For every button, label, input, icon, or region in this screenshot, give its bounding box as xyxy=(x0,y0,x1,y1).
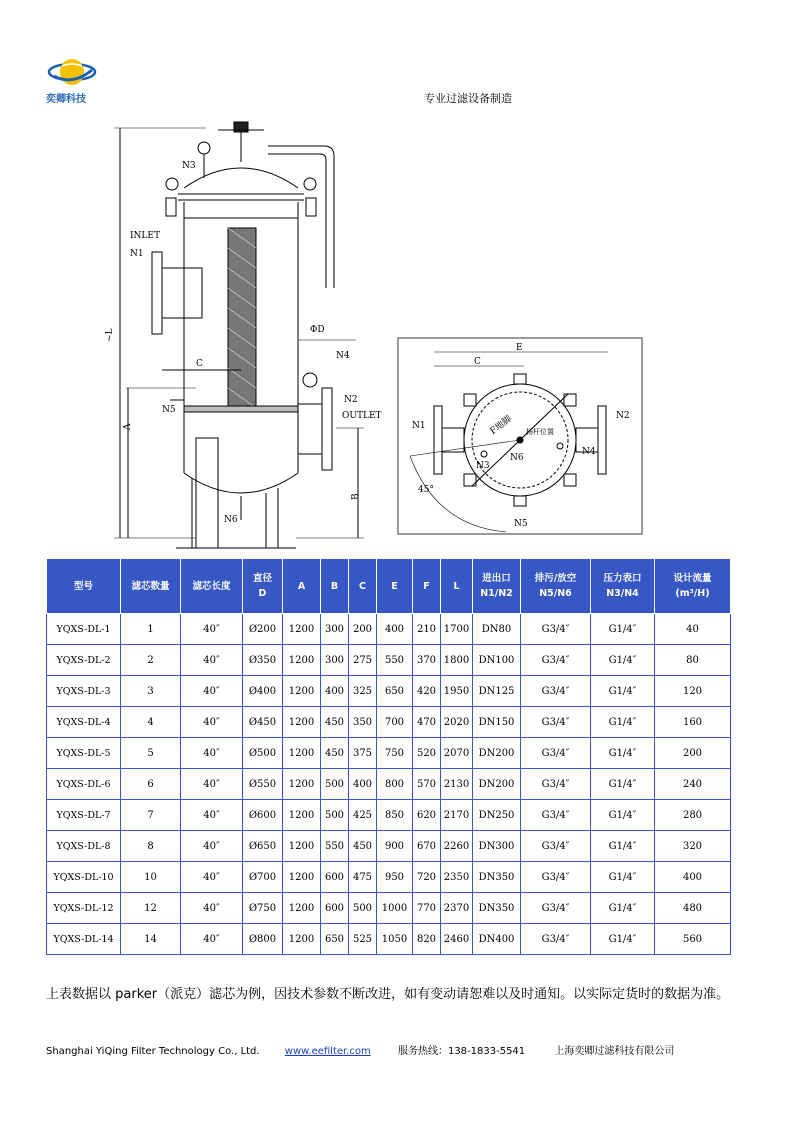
table-cell: G3/4″ xyxy=(521,707,591,738)
table-cell: Ø350 xyxy=(243,645,283,676)
table-cell: G3/4″ xyxy=(521,924,591,955)
table-cell: 570 xyxy=(413,769,441,800)
table-cell: Ø800 xyxy=(243,924,283,955)
table-cell: DN200 xyxy=(473,769,521,800)
table-body xyxy=(47,614,731,955)
table-cell: G1/4″ xyxy=(591,614,655,645)
column-header xyxy=(655,559,731,614)
table-row xyxy=(47,738,731,769)
label-angle: 45° xyxy=(418,485,434,495)
label-l: ~L xyxy=(105,328,115,342)
table-cell: 14 xyxy=(121,924,181,955)
table-cell: G3/4″ xyxy=(521,676,591,707)
column-header xyxy=(441,559,473,614)
column-header xyxy=(181,559,243,614)
column-header-text: 设计流量 xyxy=(673,573,712,584)
column-header xyxy=(591,559,655,614)
table-cell: Ø450 xyxy=(243,707,283,738)
table-cell: 160 xyxy=(655,707,731,738)
label-rod-position: 杨杆位置 xyxy=(526,428,554,436)
column-header-text: A xyxy=(297,580,306,592)
table-cell: 1200 xyxy=(283,769,321,800)
table-cell: 210 xyxy=(413,614,441,645)
table-cell: YQXS-DL-8 xyxy=(47,831,121,862)
table-cell: 560 xyxy=(655,924,731,955)
table-cell: 425 xyxy=(349,800,377,831)
table-cell: DN200 xyxy=(473,738,521,769)
table-cell: YQXS-DL-6 xyxy=(47,769,121,800)
label-c: C xyxy=(196,359,203,369)
table-row xyxy=(47,924,731,955)
table-row xyxy=(47,862,731,893)
table-cell: 1200 xyxy=(283,645,321,676)
table-cell: 1200 xyxy=(283,738,321,769)
table-cell: 550 xyxy=(321,831,349,862)
table-cell: Ø400 xyxy=(243,676,283,707)
table-cell: YQXS-DL-14 xyxy=(47,924,121,955)
column-header-text: C xyxy=(359,580,366,592)
table-cell: 2370 xyxy=(441,893,473,924)
table-cell: Ø750 xyxy=(243,893,283,924)
table-cell: 40″ xyxy=(181,831,243,862)
table-row xyxy=(47,769,731,800)
table-cell: 1200 xyxy=(283,800,321,831)
table-cell: 670 xyxy=(413,831,441,862)
table-row xyxy=(47,800,731,831)
table-cell: DN125 xyxy=(473,676,521,707)
table-cell: YQXS-DL-3 xyxy=(47,676,121,707)
column-header xyxy=(321,559,349,614)
table-cell: 280 xyxy=(655,800,731,831)
table-cell: YQXS-DL-4 xyxy=(47,707,121,738)
table-cell: 40″ xyxy=(181,738,243,769)
table-cell: 40″ xyxy=(181,862,243,893)
label-f: F地脚 xyxy=(488,414,514,437)
table-cell: 1950 xyxy=(441,676,473,707)
table-cell: 300 xyxy=(321,614,349,645)
table-cell: 12 xyxy=(121,893,181,924)
table-cell: 550 xyxy=(377,645,413,676)
label-n6: N6 xyxy=(510,453,524,463)
column-header-text: 滤芯长度 xyxy=(192,580,231,592)
table-row xyxy=(47,893,731,924)
table-cell: 1700 xyxy=(441,614,473,645)
table-cell: Ø200 xyxy=(243,614,283,645)
column-header-text: 直径 xyxy=(252,573,272,584)
label-c: C xyxy=(474,357,481,367)
table-cell: DN80 xyxy=(473,614,521,645)
table-cell: 400 xyxy=(655,862,731,893)
table-cell: G1/4″ xyxy=(591,707,655,738)
table-cell: 650 xyxy=(321,924,349,955)
table-cell: 2460 xyxy=(441,924,473,955)
table-cell: 1200 xyxy=(283,893,321,924)
column-header xyxy=(47,559,121,614)
table-cell: 600 xyxy=(321,862,349,893)
table-cell: G1/4″ xyxy=(591,800,655,831)
table-cell: YQXS-DL-7 xyxy=(47,800,121,831)
table-cell: Ø700 xyxy=(243,862,283,893)
table-cell: 200 xyxy=(655,738,731,769)
specification-table xyxy=(46,558,731,955)
table-cell: 475 xyxy=(349,862,377,893)
table-cell: G3/4″ xyxy=(521,614,591,645)
table-cell: 240 xyxy=(655,769,731,800)
label-n5: N5 xyxy=(514,519,528,529)
table-cell: DN350 xyxy=(473,893,521,924)
table-row xyxy=(47,614,731,645)
table-cell: 820 xyxy=(413,924,441,955)
table-row xyxy=(47,831,731,862)
table-cell: 275 xyxy=(349,645,377,676)
table-cell: YQXS-DL-1 xyxy=(47,614,121,645)
footer xyxy=(46,1042,674,1057)
table-cell: G3/4″ xyxy=(521,800,591,831)
table-cell: 500 xyxy=(321,800,349,831)
table-cell: 350 xyxy=(349,707,377,738)
table-cell: 525 xyxy=(349,924,377,955)
table-cell: G3/4″ xyxy=(521,862,591,893)
table-cell: 1200 xyxy=(283,862,321,893)
table-cell: YQXS-DL-5 xyxy=(47,738,121,769)
table-cell: YQXS-DL-12 xyxy=(47,893,121,924)
table-cell: 480 xyxy=(655,893,731,924)
column-header-text: L xyxy=(453,580,460,592)
table-cell: 450 xyxy=(321,707,349,738)
footer-website-link[interactable]: www.eefilter.com xyxy=(284,1046,371,1057)
table-cell: 3 xyxy=(121,676,181,707)
table-cell: Ø500 xyxy=(243,738,283,769)
table-cell: G3/4″ xyxy=(521,769,591,800)
table-cell: 6 xyxy=(121,769,181,800)
footer-company-cn: 上海奕卿过滤科技有限公司 xyxy=(554,1046,675,1057)
table-row xyxy=(47,645,731,676)
table-cell: 1000 xyxy=(377,893,413,924)
column-header-text: D xyxy=(258,588,267,599)
table-cell: 1200 xyxy=(283,924,321,955)
column-header xyxy=(413,559,441,614)
table-cell: DN250 xyxy=(473,800,521,831)
table-cell: 850 xyxy=(377,800,413,831)
table-cell: Ø550 xyxy=(243,769,283,800)
label-outlet: OUTLET xyxy=(342,411,382,421)
table-cell: 700 xyxy=(377,707,413,738)
table-cell: 750 xyxy=(377,738,413,769)
table-cell: DN150 xyxy=(473,707,521,738)
column-header xyxy=(521,559,591,614)
table-cell: 1800 xyxy=(441,645,473,676)
table-cell: DN350 xyxy=(473,862,521,893)
table-cell: G3/4″ xyxy=(521,738,591,769)
column-header-text: E xyxy=(391,580,398,592)
table-header-row xyxy=(47,559,731,614)
label-n3: N3 xyxy=(476,461,490,471)
table-cell: 800 xyxy=(377,769,413,800)
table-cell: 40″ xyxy=(181,769,243,800)
table-cell: 2020 xyxy=(441,707,473,738)
logo-text: 奕卿科技 xyxy=(46,94,86,105)
label-n6: N6 xyxy=(224,515,238,525)
table-cell: 40″ xyxy=(181,676,243,707)
table-cell: 8 xyxy=(121,831,181,862)
table-cell: DN300 xyxy=(473,831,521,862)
label-n3: N3 xyxy=(182,161,196,171)
table-cell: G3/4″ xyxy=(521,893,591,924)
table-cell: 2260 xyxy=(441,831,473,862)
table-cell: 1200 xyxy=(283,676,321,707)
column-header xyxy=(121,559,181,614)
table-cell: DN100 xyxy=(473,645,521,676)
table-cell: 2 xyxy=(121,645,181,676)
footer-hotline: 服务热线：138-1833-5541 xyxy=(397,1046,526,1057)
table-cell: 120 xyxy=(655,676,731,707)
column-header-text: 滤芯数量 xyxy=(131,580,170,592)
table-cell: 770 xyxy=(413,893,441,924)
table-cell: 400 xyxy=(321,676,349,707)
table-cell: DN400 xyxy=(473,924,521,955)
table-cell: G3/4″ xyxy=(521,831,591,862)
table-cell: 375 xyxy=(349,738,377,769)
column-header xyxy=(243,559,283,614)
column-header-text: N1/N2 xyxy=(480,588,513,599)
column-header-text: 排污/放空 xyxy=(534,573,577,584)
table-cell: 450 xyxy=(321,738,349,769)
column-header-text: (m³/H) xyxy=(675,588,710,599)
label-n1: N1 xyxy=(412,421,426,431)
column-header-text: 进出口 xyxy=(482,573,511,584)
label-b: B xyxy=(351,493,361,500)
label-n4: N4 xyxy=(336,351,350,361)
table-cell: G1/4″ xyxy=(591,893,655,924)
column-header-text: 压力表口 xyxy=(603,573,642,584)
table-cell: YQXS-DL-10 xyxy=(47,862,121,893)
table-cell: G1/4″ xyxy=(591,676,655,707)
table-cell: 2350 xyxy=(441,862,473,893)
filter-housing-plan-drawing xyxy=(396,336,646,536)
table-cell: 200 xyxy=(349,614,377,645)
label-e: E xyxy=(516,343,523,353)
table-cell: 40 xyxy=(655,614,731,645)
table-cell: 1200 xyxy=(283,614,321,645)
table-cell: 7 xyxy=(121,800,181,831)
table-cell: 420 xyxy=(413,676,441,707)
column-header xyxy=(283,559,321,614)
filter-housing-elevation-drawing xyxy=(96,118,392,558)
table-cell: 40″ xyxy=(181,924,243,955)
table-cell: YQXS-DL-2 xyxy=(47,645,121,676)
column-header xyxy=(377,559,413,614)
table-cell: 1 xyxy=(121,614,181,645)
footer-company-en: Shanghai YiQing Filter Technology Co., Ltd. xyxy=(46,1046,260,1057)
column-header-text: N3/N4 xyxy=(606,588,639,599)
table-cell: 2130 xyxy=(441,769,473,800)
column-header-text: B xyxy=(330,580,339,592)
table-cell: 720 xyxy=(413,862,441,893)
table-cell: G1/4″ xyxy=(591,738,655,769)
label-a: A xyxy=(123,423,133,430)
table-cell: 325 xyxy=(349,676,377,707)
table-cell: 40″ xyxy=(181,893,243,924)
table-cell: G1/4″ xyxy=(591,924,655,955)
table-cell: 450 xyxy=(349,831,377,862)
column-header-text: N5/N6 xyxy=(539,588,572,599)
column-header xyxy=(349,559,377,614)
table-cell: G1/4″ xyxy=(591,862,655,893)
table-cell: 520 xyxy=(413,738,441,769)
table-cell: 40″ xyxy=(181,645,243,676)
table-cell: 2070 xyxy=(441,738,473,769)
table-cell: 370 xyxy=(413,645,441,676)
table-cell: 1050 xyxy=(377,924,413,955)
table-row xyxy=(47,676,731,707)
table-cell: 10 xyxy=(121,862,181,893)
table-cell: 650 xyxy=(377,676,413,707)
table-cell: 1200 xyxy=(283,707,321,738)
label-phi-d: ΦD xyxy=(310,325,325,335)
table-cell: 400 xyxy=(349,769,377,800)
table-cell: 4 xyxy=(121,707,181,738)
table-cell: G1/4″ xyxy=(591,831,655,862)
table-cell: 950 xyxy=(377,862,413,893)
column-header xyxy=(473,559,521,614)
label-inlet: INLET xyxy=(130,231,160,241)
table-cell: 900 xyxy=(377,831,413,862)
table-cell: 1200 xyxy=(283,831,321,862)
table-cell: G1/4″ xyxy=(591,645,655,676)
table-cell: 320 xyxy=(655,831,731,862)
label-n5: N5 xyxy=(162,405,176,415)
table-cell: G1/4″ xyxy=(591,769,655,800)
table-cell: 500 xyxy=(321,769,349,800)
table-cell: 400 xyxy=(377,614,413,645)
column-header-text: F xyxy=(423,580,430,592)
table-row xyxy=(47,707,731,738)
table-cell: 40″ xyxy=(181,614,243,645)
table-cell: Ø600 xyxy=(243,800,283,831)
table-cell: 300 xyxy=(321,645,349,676)
table-cell: 470 xyxy=(413,707,441,738)
table-cell: 500 xyxy=(349,893,377,924)
label-n1: N1 xyxy=(130,249,144,259)
disclaimer-note: 上表数据以 parker（派克）滤芯为例，因技术参数不断改进，如有变动请恕难以及时通知。以实际定货时的数据为准。 xyxy=(46,987,730,1002)
label-n2: N2 xyxy=(344,395,358,405)
table-cell: 5 xyxy=(121,738,181,769)
column-header-text: 型号 xyxy=(73,580,93,592)
table-cell: 40″ xyxy=(181,707,243,738)
table-cell: 80 xyxy=(655,645,731,676)
table-cell: G3/4″ xyxy=(521,645,591,676)
header-tagline: 专业过滤设备制造 xyxy=(424,92,512,105)
label-n4: N4 xyxy=(582,447,596,457)
label-n2: N2 xyxy=(616,411,630,421)
table-cell: 40″ xyxy=(181,800,243,831)
table-cell: Ø650 xyxy=(243,831,283,862)
table-cell: 620 xyxy=(413,800,441,831)
table-cell: 2170 xyxy=(441,800,473,831)
table-cell: 600 xyxy=(321,893,349,924)
